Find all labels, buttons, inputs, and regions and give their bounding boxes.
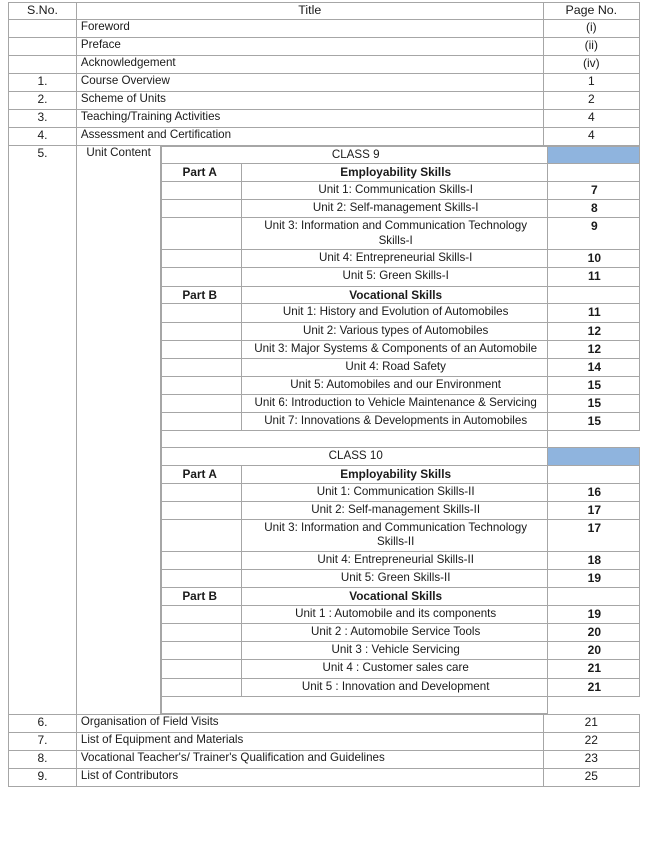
unit-title: Unit 4 : Customer sales care (242, 660, 548, 678)
unit-title: Unit 3 : Vehicle Servicing (242, 642, 548, 660)
row-sno: 3. (9, 109, 77, 127)
unit-row (162, 678, 639, 696)
row-title: Scheme of Units (76, 91, 543, 109)
table-row (9, 750, 640, 768)
row-page: 4 (543, 127, 639, 145)
unit-part-blank (162, 501, 242, 519)
unit-row (162, 483, 639, 501)
row-sno: 1. (9, 73, 77, 91)
unit-page: 8 (548, 200, 639, 218)
table-row (9, 732, 640, 750)
unit-part-blank (162, 606, 242, 624)
unit-page: 20 (548, 642, 639, 660)
table-row (9, 19, 640, 37)
row-title: Organisation of Field Visits (76, 714, 543, 732)
class10-part-b-label: Part B (162, 588, 242, 606)
row-title: Vocational Teacher's/ Trainer's Qualification and Guidelines (76, 750, 543, 768)
row-title: Unit Content (76, 145, 160, 714)
unit-page: 14 (548, 358, 639, 376)
unit-page: 11 (548, 304, 639, 322)
unit-row (162, 181, 639, 199)
unit-part-blank (162, 250, 242, 268)
row-page: (iv) (543, 55, 639, 73)
unit-part-blank (162, 483, 242, 501)
row-page: 1 (543, 73, 639, 91)
part-row (162, 164, 639, 182)
unit-title: Unit 1 : Automobile and its components (242, 606, 548, 624)
unit-title: Unit 1: Communication Skills-II (242, 483, 548, 501)
class9-part-a-label: Part A (162, 164, 242, 182)
unit-row (162, 501, 639, 519)
row-title: Acknowledgement (76, 55, 543, 73)
class9-banner: CLASS 9 (162, 146, 548, 164)
row-page: (i) (543, 19, 639, 37)
spacer-row (162, 696, 639, 713)
unit-title: Unit 2: Various types of Automobiles (242, 322, 548, 340)
unit-content-row (9, 145, 640, 714)
class-banner-row (162, 146, 639, 164)
unit-content-table (161, 146, 639, 714)
table-row (9, 109, 640, 127)
row-page: 22 (543, 732, 639, 750)
table-row (9, 37, 640, 55)
row-page: 21 (543, 714, 639, 732)
class10-part-b-name: Vocational Skills (242, 588, 548, 606)
row-title: Teaching/Training Activities (76, 109, 543, 127)
unit-page: 15 (548, 376, 639, 394)
row-sno: 8. (9, 750, 77, 768)
unit-page: 21 (548, 660, 639, 678)
table-row (9, 768, 640, 786)
unit-page: 7 (548, 181, 639, 199)
unit-title: Unit 5 : Innovation and Development (242, 678, 548, 696)
row-title: Foreword (76, 19, 543, 37)
unit-row (162, 200, 639, 218)
unit-page: 21 (548, 678, 639, 696)
unit-part-blank (162, 660, 242, 678)
unit-part-blank (162, 519, 242, 551)
unit-page: 9 (548, 218, 639, 250)
class9-part-b-label: Part B (162, 286, 242, 304)
unit-row (162, 624, 639, 642)
unit-part-blank (162, 678, 242, 696)
part-page-blank (548, 588, 639, 606)
part-page-blank (548, 465, 639, 483)
unit-part-blank (162, 268, 242, 286)
unit-row (162, 570, 639, 588)
unit-title: Unit 5: Green Skills-I (242, 268, 548, 286)
part-row (162, 286, 639, 304)
class10-banner-page-cell (548, 448, 639, 466)
class10-banner: CLASS 10 (162, 448, 548, 466)
header-title: Title (76, 3, 543, 20)
unit-page: 18 (548, 552, 639, 570)
table-row (9, 91, 640, 109)
unit-page: 10 (548, 250, 639, 268)
unit-title: Unit 5: Automobiles and our Environment (242, 376, 548, 394)
row-title: List of Equipment and Materials (76, 732, 543, 750)
row-sno (9, 55, 77, 73)
unit-page: 11 (548, 268, 639, 286)
unit-part-blank (162, 394, 242, 412)
unit-row (162, 552, 639, 570)
row-sno: 4. (9, 127, 77, 145)
row-page: 4 (543, 109, 639, 127)
unit-page: 19 (548, 606, 639, 624)
row-title: Preface (76, 37, 543, 55)
unit-title: Unit 6: Introduction to Vehicle Maintenance & Servicing (242, 394, 548, 412)
unit-title: Unit 4: Road Safety (242, 358, 548, 376)
class10-part-a-name: Employability Skills (242, 465, 548, 483)
unit-content-nested-cell (161, 145, 640, 714)
row-sno (9, 37, 77, 55)
unit-row (162, 358, 639, 376)
spacer-page-cell (548, 431, 639, 448)
header-sno: S.No. (9, 3, 77, 20)
part-row (162, 465, 639, 483)
part-page-blank (548, 286, 639, 304)
unit-part-blank (162, 358, 242, 376)
unit-part-blank (162, 642, 242, 660)
unit-title: Unit 2: Self-management Skills-II (242, 501, 548, 519)
row-sno (9, 19, 77, 37)
toc-body (9, 3, 640, 787)
table-of-contents (8, 2, 640, 787)
unit-title: Unit 4: Entrepreneurial Skills-I (242, 250, 548, 268)
unit-part-blank (162, 376, 242, 394)
unit-part-blank (162, 570, 242, 588)
unit-title: Unit 3: Information and Communication Technology Skills-I (242, 218, 548, 250)
row-sno: 6. (9, 714, 77, 732)
unit-page: 17 (548, 501, 639, 519)
unit-row (162, 304, 639, 322)
unit-title: Unit 1: Communication Skills-I (242, 181, 548, 199)
unit-row (162, 376, 639, 394)
unit-row (162, 268, 639, 286)
unit-page: 16 (548, 483, 639, 501)
unit-page: 15 (548, 394, 639, 412)
table-header-row (9, 3, 640, 20)
unit-page: 19 (548, 570, 639, 588)
unit-title: Unit 3: Information and Communication Technology Skills-II (242, 519, 548, 551)
unit-page: 20 (548, 624, 639, 642)
unit-title: Unit 7: Innovations & Developments in Automobiles (242, 413, 548, 431)
row-page: 23 (543, 750, 639, 768)
unit-row (162, 413, 639, 431)
unit-part-blank (162, 552, 242, 570)
row-sno: 5. (9, 145, 77, 714)
unit-row (162, 606, 639, 624)
part-row (162, 588, 639, 606)
unit-row (162, 322, 639, 340)
table-row (9, 127, 640, 145)
table-row (9, 55, 640, 73)
unit-row (162, 660, 639, 678)
spacer-page-cell (548, 696, 639, 713)
class-banner-row (162, 448, 639, 466)
unit-row (162, 340, 639, 358)
class9-part-b-name: Vocational Skills (242, 286, 548, 304)
unit-title: Unit 2: Self-management Skills-I (242, 200, 548, 218)
row-title: Course Overview (76, 73, 543, 91)
spacer-cell (162, 431, 548, 448)
part-page-blank (548, 164, 639, 182)
unit-part-blank (162, 218, 242, 250)
unit-title: Unit 4: Entrepreneurial Skills-II (242, 552, 548, 570)
unit-part-blank (162, 624, 242, 642)
unit-row (162, 218, 639, 250)
class10-part-a-label: Part A (162, 465, 242, 483)
unit-part-blank (162, 322, 242, 340)
unit-title: Unit 2 : Automobile Service Tools (242, 624, 548, 642)
row-sno: 2. (9, 91, 77, 109)
unit-row (162, 642, 639, 660)
row-page: 2 (543, 91, 639, 109)
unit-page: 12 (548, 322, 639, 340)
row-page: (ii) (543, 37, 639, 55)
unit-title: Unit 5: Green Skills-II (242, 570, 548, 588)
unit-title: Unit 3: Major Systems & Components of an Automobile (242, 340, 548, 358)
spacer-row (162, 431, 639, 448)
row-sno: 7. (9, 732, 77, 750)
unit-part-blank (162, 340, 242, 358)
spacer-cell (162, 696, 548, 713)
unit-part-blank (162, 181, 242, 199)
table-row (9, 73, 640, 91)
unit-title: Unit 1: History and Evolution of Automobiles (242, 304, 548, 322)
unit-row (162, 394, 639, 412)
unit-page: 17 (548, 519, 639, 551)
unit-part-blank (162, 304, 242, 322)
unit-page: 12 (548, 340, 639, 358)
row-sno: 9. (9, 768, 77, 786)
row-page: 25 (543, 768, 639, 786)
unit-part-blank (162, 413, 242, 431)
table-row (9, 714, 640, 732)
unit-row (162, 519, 639, 551)
class9-banner-page-cell (548, 146, 639, 164)
class9-part-a-name: Employability Skills (242, 164, 548, 182)
unit-part-blank (162, 200, 242, 218)
unit-page: 15 (548, 413, 639, 431)
row-title: List of Contributors (76, 768, 543, 786)
row-title: Assessment and Certification (76, 127, 543, 145)
unit-row (162, 250, 639, 268)
header-page: Page No. (543, 3, 639, 20)
